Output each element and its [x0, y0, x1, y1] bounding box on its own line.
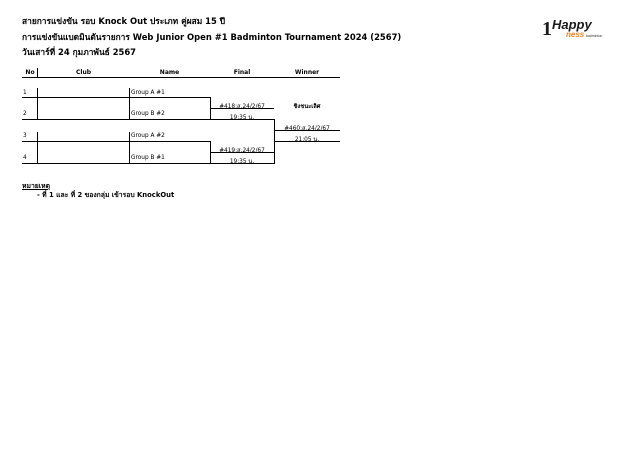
title-line-2: การแข่งขันแบดมินตันรายการ Web Junior Open #1 Badminton Tournament 2024 (2567) [22, 32, 402, 42]
row-no-2: 2 [23, 111, 27, 117]
row-name-1: Group A #1 [131, 90, 165, 96]
row-no-3: 3 [23, 133, 27, 139]
notes-item: - ที่ 1 และ ที่ 2 ของกลุ่ม เข้ารอบ KnockOut [37, 191, 175, 199]
happyness-logo [542, 15, 622, 41]
club-divider-right-2 [129, 132, 130, 163]
club-divider-left-1 [37, 88, 38, 119]
header-divider [37, 68, 38, 78]
row-no-4: 4 [23, 155, 27, 161]
title-line-1: สายการแข่งขัน รอบ Knock Out ประเภท คู่ผสม 15 ปี [22, 16, 226, 26]
col-header-name: Name [159, 69, 180, 76]
final-time: 21:05 น. [294, 137, 320, 143]
row-name-4: Group B #1 [131, 155, 165, 161]
col-header-no: No [25, 69, 35, 76]
match-time-2: 19:35 น. [229, 159, 255, 165]
final-label: ชิงชนะเลิศ [293, 104, 321, 110]
notes-heading: หมายเหตุ [22, 182, 50, 190]
col-header-club: Club [75, 69, 92, 76]
logo-sub: ness [566, 30, 585, 39]
row-no-1: 1 [23, 90, 27, 96]
row-line-2 [22, 119, 210, 120]
row-name-2: Group B #2 [131, 111, 165, 117]
row-line-3 [22, 141, 210, 142]
logo-tag: badminton [586, 34, 603, 38]
club-divider-left-2 [37, 132, 38, 163]
col-header-winner: Winner [294, 69, 320, 76]
col-header-final: Final [233, 69, 251, 76]
row-line-4 [22, 163, 210, 164]
header-rule [22, 77, 340, 78]
title-line-3: วันเสาร์ที่ 24 กุมภาพันธ์ 2567 [22, 47, 137, 57]
logo-graphic [542, 15, 622, 41]
match-code-2: #419:ส.24/2/67 [219, 148, 265, 154]
row-line-1 [22, 97, 210, 98]
club-divider-right-1 [129, 88, 130, 119]
logo-numeral: 1 [542, 18, 552, 40]
row-name-3: Group A #2 [131, 133, 165, 139]
match-code-1: #418:ส.24/2/67 [219, 104, 265, 110]
final-code: #460:ส.24/2/67 [284, 126, 330, 132]
logo-word: Happy [552, 17, 592, 32]
match-time-1: 19:35 น. [229, 115, 255, 121]
